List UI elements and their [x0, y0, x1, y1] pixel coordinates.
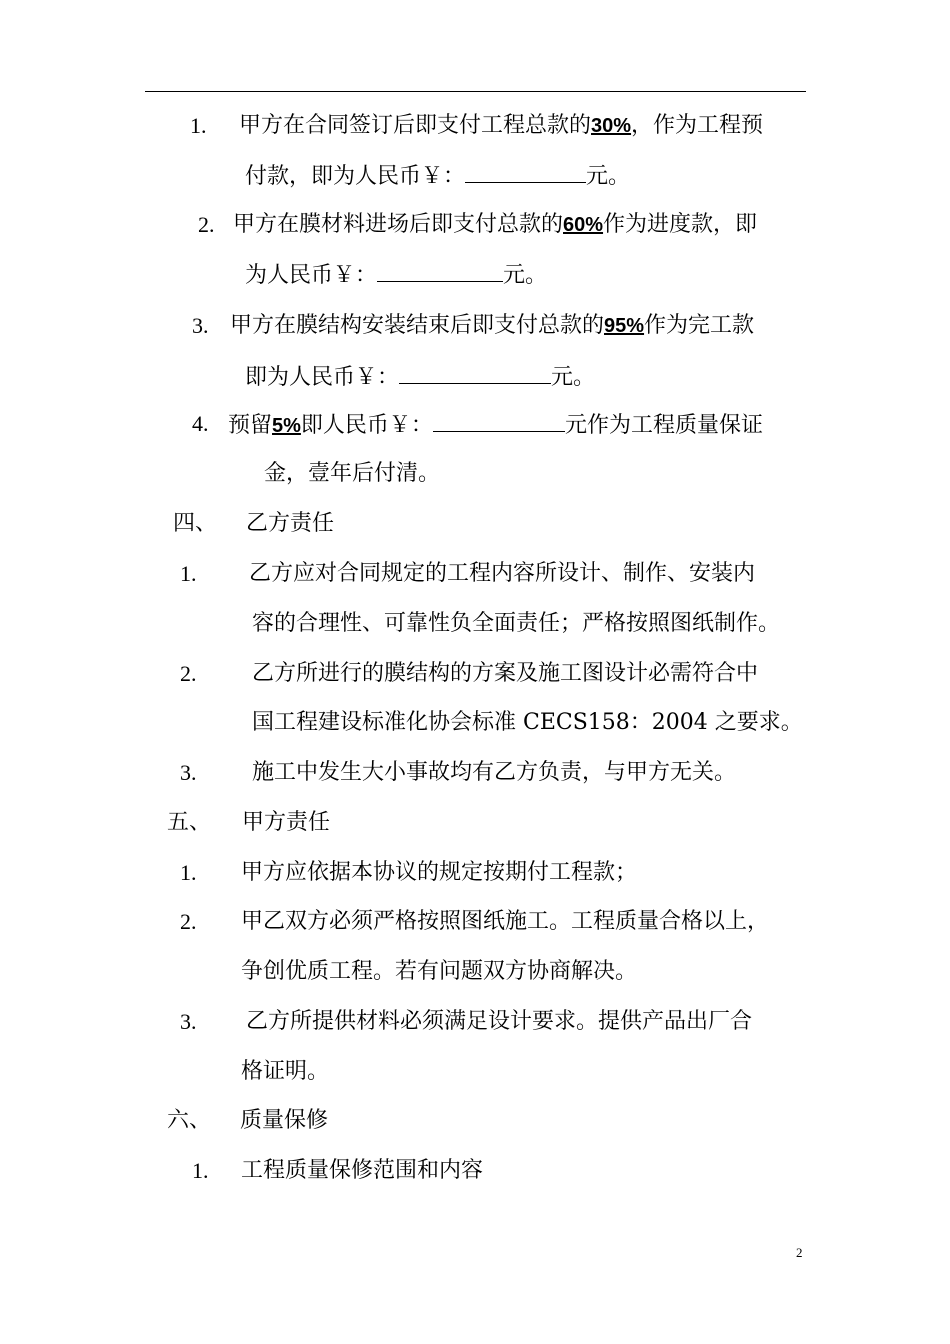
section-4-item-2-line1: 乙方所进行的膜结构的方案及施工图设计必需符合中 — [252, 661, 759, 686]
payment-item-1-amount-blank — [465, 162, 586, 183]
section-4-item-3-line1: 施工中发生大小事故均有乙方负责，与甲方无关。 — [252, 760, 737, 785]
payment-item-2-line1: 甲方在膜材料进场后即支付总款的60%作为进度款，即 — [233, 212, 758, 237]
payment-item-2-percent: 60% — [563, 214, 604, 236]
payment-item-3-number: 3. — [192, 313, 209, 338]
section-6-item-1-line1: 工程质量保修范围和内容 — [241, 1158, 484, 1183]
payment-item-4-line1: 预留5%即人民币￥： 元作为工程质量保证 — [228, 413, 763, 438]
section-4-item-1-line1: 乙方应对合同规定的工程内容所设计、制作、安装内 — [249, 561, 756, 586]
section-6-title: 质量保修 — [240, 1108, 329, 1133]
payment-item-3-line1: 甲方在膜结构安装结束后即支付总款的95%作为完工款 — [230, 313, 755, 338]
payment-item-3-amount-blank — [399, 363, 551, 384]
payment-item-4-line2: 金，壹年后付清。 — [264, 461, 441, 486]
section-5-item-1-number: 1. — [180, 860, 197, 885]
section-5-item-2-line2: 争创优质工程。若有问题双方协商解决。 — [241, 959, 638, 984]
payment-item-4-number: 4. — [192, 411, 209, 436]
section-5-item-3-line1: 乙方所提供材料必须满足设计要求。提供产品出厂合 — [246, 1009, 753, 1034]
payment-item-4-percent: 5% — [272, 415, 301, 437]
page-number: 2 — [796, 1245, 803, 1260]
payment-item-1-line2: 付款，即为人民币￥： 元。 — [245, 164, 631, 189]
payment-item-1-percent: 30% — [591, 115, 632, 137]
payment-item-1-number: 1. — [190, 113, 207, 138]
section-5-item-2-line1: 甲乙双方必须严格按照图纸施工。工程质量合格以上， — [241, 909, 770, 934]
payment-item-3-line2: 即为人民币￥： 元。 — [245, 365, 596, 390]
section-4-item-2-line2: 国工程建设标准化协会标准 CECS158：2004 之要求。 — [252, 710, 803, 735]
section-5-item-3-line2: 格证明。 — [241, 1059, 330, 1084]
section-4-item-3-number: 3. — [180, 760, 197, 785]
section-4-item-2-number: 2. — [180, 661, 197, 686]
section-5-item-2-number: 2. — [180, 909, 197, 934]
section-4-title: 乙方责任 — [246, 511, 335, 536]
header-rule — [145, 91, 806, 92]
section-5-item-1-line1: 甲方应依据本协议的规定按期付工程款； — [241, 860, 638, 885]
payment-item-1-line1: 甲方在合同签订后即支付工程总款的30%，作为工程预 — [239, 113, 764, 138]
section-6-item-1-number: 1. — [192, 1158, 209, 1183]
section-4-number: 四、 — [173, 511, 218, 536]
payment-item-2-number: 2. — [198, 212, 215, 237]
payment-item-3-percent: 95% — [604, 315, 645, 337]
section-6-number: 六、 — [167, 1108, 212, 1133]
payment-item-4-amount-blank — [433, 411, 565, 432]
section-5-number: 五、 — [167, 810, 212, 835]
section-4-item-1-number: 1. — [180, 561, 197, 586]
section-5-item-3-number: 3. — [180, 1009, 197, 1034]
payment-item-2-line2: 为人民币￥： 元。 — [245, 263, 548, 288]
section-5-title: 甲方责任 — [242, 810, 331, 835]
payment-item-2-amount-blank — [377, 261, 503, 282]
section-4-item-1-line2: 容的合理性、可靠性负全面责任；严格按照图纸制作。 — [252, 611, 781, 636]
